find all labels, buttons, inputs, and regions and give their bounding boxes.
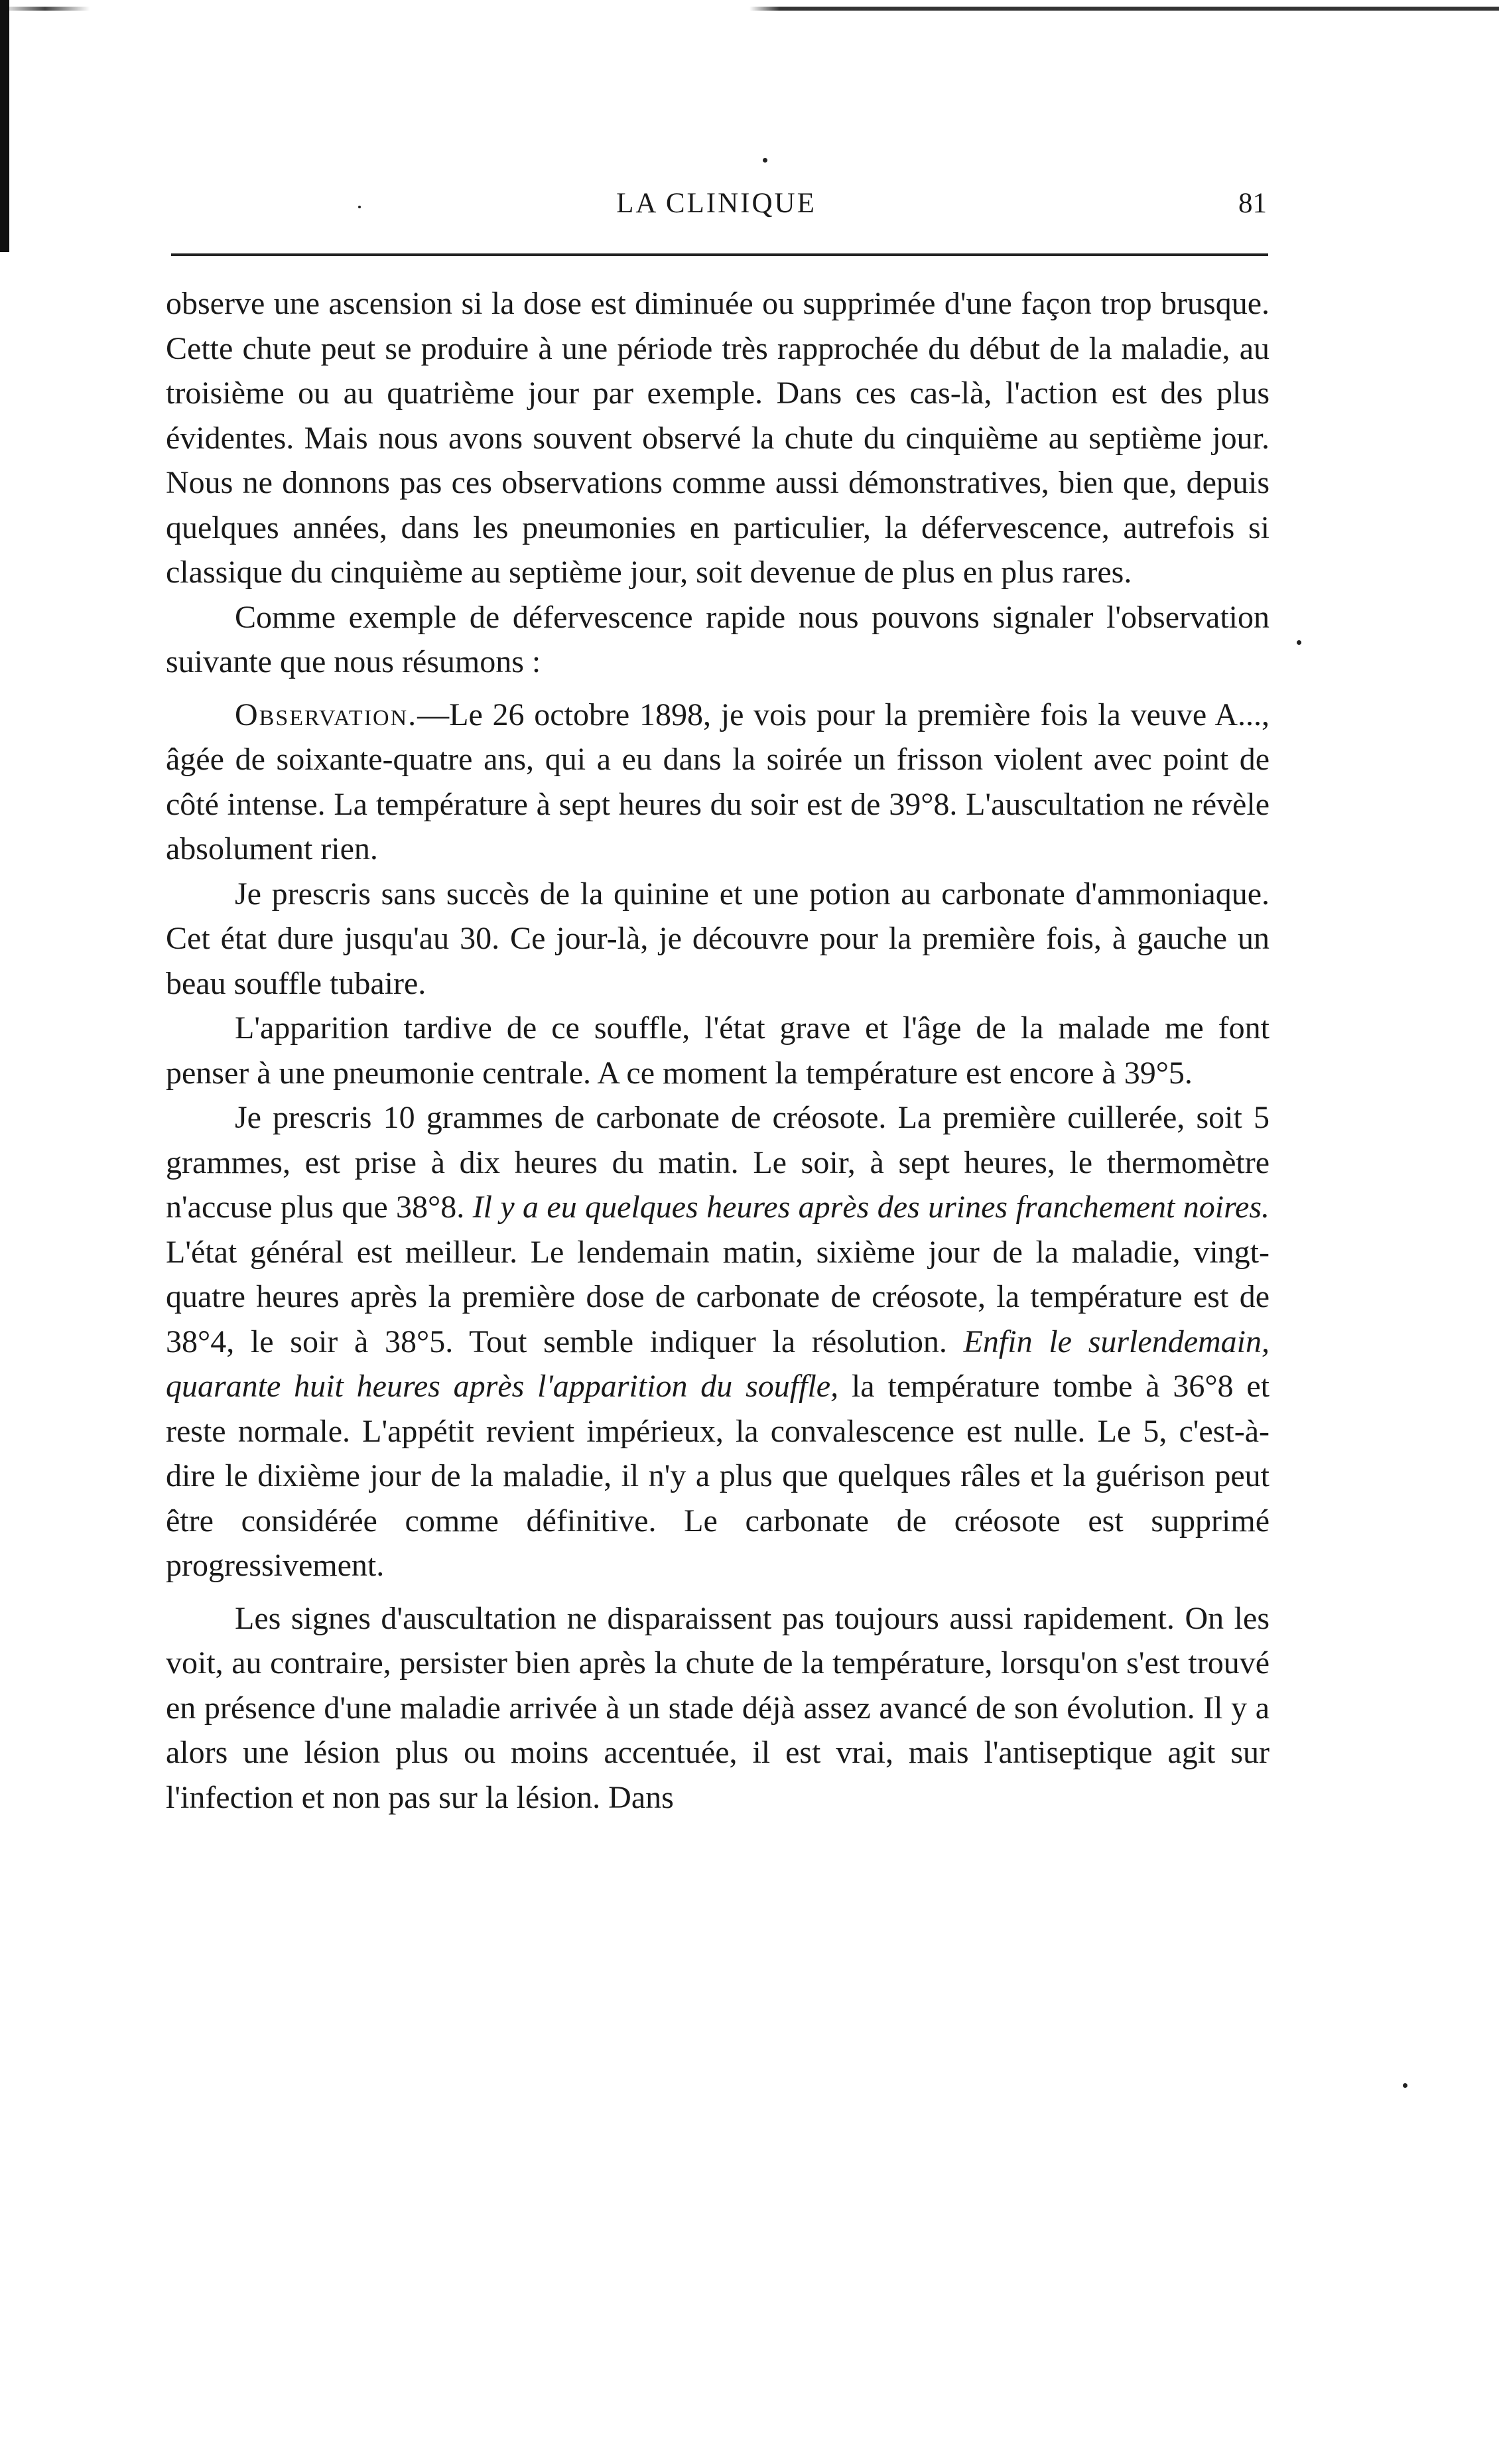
paragraph: [166, 1095, 1270, 1588]
page-number: 81: [1238, 188, 1267, 219]
scan-speck: [1297, 640, 1301, 645]
paragraph: Comme exemple de défervescence rapide nous pouvons signaler l'observation suivante que nous résumons :: [166, 599, 1270, 679]
scan-speck: [1403, 2083, 1407, 2088]
observation-paragraph: [166, 693, 1270, 872]
header-rule: [171, 253, 1268, 256]
paragraph: observe une ascension si la dose est diminuée ou supprimée d'une façon trop brusque. Cette chute peut se produire à une période très rapprochée du début de la maladie, au troisième ou au quatrième jour par exemple. Dans ces cas-là, l'action est des plus évidentes. Mais nous avons souvent observé la chute du cinquième au septième jour. Nous ne donnons pas ces observations comme aussi démonstratives, bien que, depuis quelques années, dans les pneumonies en particulier, la défervescence, autrefois si classique du cinquième au septième jour, soit devenue de plus en plus rares.: [166, 286, 1270, 590]
body-text: [166, 281, 1270, 1820]
text-run: L'état général est meilleur. Le lendemain matin, sixième jour de la maladie, vingt-quatre heures après la première dose de carbonate de créosote, la température est de 38°4, le soir à 38°5. Tout semble indiquer la résolution.: [166, 1234, 1270, 1359]
observation-label: Observation.: [235, 697, 418, 732]
scan-edge-left: [0, 0, 9, 252]
italic-run: Il y a eu quelques heures après des urines franchement noires.: [472, 1190, 1270, 1225]
scan-speck: [763, 158, 767, 163]
observation-text: —Le 26 octobre 1898, je vois pour la première fois la veuve A..., âgée de soixante-quatre ans, qui a eu dans la soirée un frisson violent avec point de côté intense. La température à sept heures du soir est de 39°8. L'auscultation ne révèle absolument rien.: [166, 697, 1270, 866]
running-title: LA CLINIQUE: [616, 188, 816, 219]
paragraph: L'apparition tardive de ce souffle, l'état grave et l'âge de la malade me font penser à une pneumonie centrale. A ce moment la température est encore à 39°5.: [166, 1010, 1270, 1091]
paragraph: Je prescris sans succès de la quinine et une potion au carbonate d'ammoniaque. Cet état dure jusqu'au 30. Ce jour-là, je découvre pour la première fois, à gauche un beau souffle tubaire.: [166, 876, 1270, 1001]
text-run: la température tombe à 36°8 et reste normale. L'appétit revient impérieux, la convalescence est nulle. Le 5, c'est-à-dire le dixième jour de la maladie, il n'y a plus que quelques râles et la guérison peut être considérée comme définitive. Le carbonate de créosote est supprimé progressivement.: [166, 1369, 1270, 1583]
text-run: Je prescris 10 grammes de carbonate de créosote. La première cuillerée, soit 5 grammes, est prise à dix heures du matin. Le soir, à sept heures, le thermomètre n'accuse plus que 38°8.: [166, 1100, 1270, 1225]
running-head: [166, 187, 1267, 234]
paragraph: Les signes d'auscultation ne disparaissent pas toujours aussi rapidement. On les voit, au contraire, persister bien après la chute de la température, lorsqu'on s'est trouvé en présence d'une maladie arrivée à un stade déjà assez avancé de son évolution. Il y a alors une lésion plus ou moins accentuée, il est vrai, mais l'antiseptique agit sur l'infection et non pas sur la lésion. Dans: [166, 1600, 1270, 1815]
scan-edge-top: [0, 7, 1499, 11]
italic-run: Enfin le surlendemain, quarante huit heures après l'apparition du souffle,: [166, 1324, 1270, 1404]
